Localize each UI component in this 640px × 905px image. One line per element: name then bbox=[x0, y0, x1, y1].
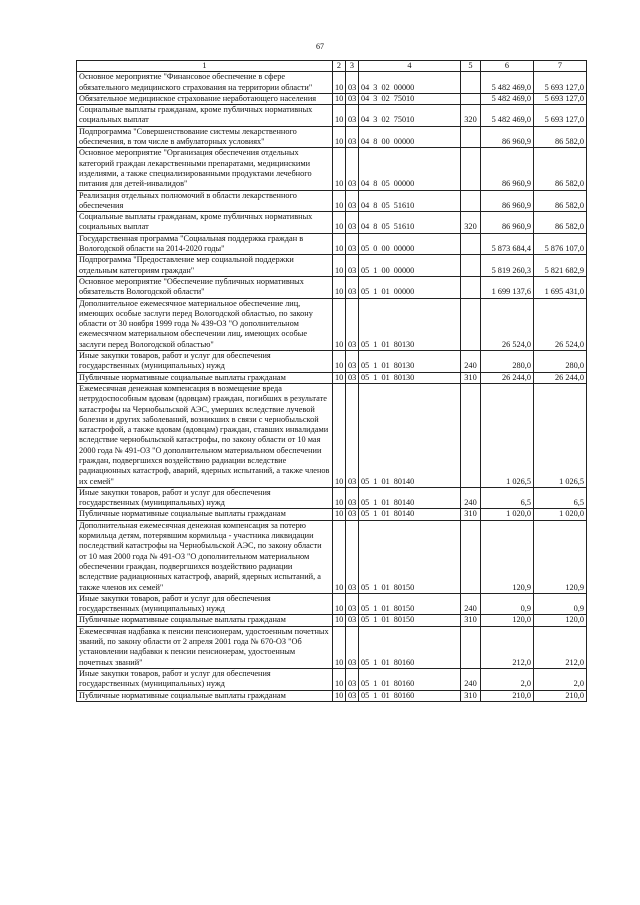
row-target-code: 05 1 01 80140 bbox=[359, 487, 461, 509]
row-subsection: 03 bbox=[346, 593, 359, 615]
row-section: 10 bbox=[333, 72, 346, 94]
row-name: Ежемесячная надбавка к пенсии пенсионерам, удостоенным почетных званий, по закону области от 2 апреля 2001 года № 670-ОЗ "Об установлении надбавки к пенсии пенсионерам, удостоенным почетных званий" bbox=[77, 626, 333, 668]
row-expense-type bbox=[461, 520, 481, 593]
row-target-code: 05 1 00 00000 bbox=[359, 255, 461, 277]
row-amount-year-1: 1 699 137,6 bbox=[481, 276, 534, 298]
table-row bbox=[77, 190, 587, 212]
row-target-code: 05 1 01 80140 bbox=[359, 383, 461, 487]
row-target-code: 04 3 02 75010 bbox=[359, 105, 461, 127]
table-row bbox=[77, 690, 587, 701]
row-amount-year-1: 5 482 469,0 bbox=[481, 93, 534, 104]
col-header-1: 1 bbox=[77, 61, 333, 72]
row-amount-year-1: 1 020,0 bbox=[481, 509, 534, 520]
col-header-4: 4 bbox=[359, 61, 461, 72]
row-expense-type bbox=[461, 383, 481, 487]
table-row bbox=[77, 520, 587, 593]
row-amount-year-2: 1 026,5 bbox=[534, 383, 587, 487]
row-subsection: 03 bbox=[346, 212, 359, 234]
row-amount-year-1: 86 960,9 bbox=[481, 212, 534, 234]
row-subsection: 03 bbox=[346, 105, 359, 127]
row-amount-year-2: 6,5 bbox=[534, 487, 587, 509]
row-subsection: 03 bbox=[346, 298, 359, 350]
row-subsection: 03 bbox=[346, 383, 359, 487]
row-section: 10 bbox=[333, 615, 346, 626]
row-subsection: 03 bbox=[346, 690, 359, 701]
row-expense-type: 310 bbox=[461, 372, 481, 383]
row-name: Иные закупки товаров, работ и услуг для обеспечения государственных (муниципальных) нужд bbox=[77, 487, 333, 509]
row-target-code: 05 1 01 80130 bbox=[359, 298, 461, 350]
table-row bbox=[77, 593, 587, 615]
table-row bbox=[77, 72, 587, 94]
row-subsection: 03 bbox=[346, 233, 359, 255]
row-amount-year-1: 26 524,0 bbox=[481, 298, 534, 350]
row-name: Дополнительное ежемесячное материальное обеспечение лиц, имеющих особые заслуги перед Вологодской областью, по закону области от 30 ноября 1999 года № 439-ОЗ "О дополнительном ежемесячном материальном обеспечении лиц, имеющих особые заслуги перед Вологодской областью" bbox=[77, 298, 333, 350]
row-name: Подпрограмма "Предоставление мер социальной поддержки отдельным категориям граждан" bbox=[77, 255, 333, 277]
row-amount-year-1: 280,0 bbox=[481, 351, 534, 373]
table-row bbox=[77, 276, 587, 298]
table-row bbox=[77, 351, 587, 373]
row-expense-type bbox=[461, 126, 481, 148]
row-name: Обязательное медицинское страхование неработающего населения bbox=[77, 93, 333, 104]
row-amount-year-2: 86 582,0 bbox=[534, 212, 587, 234]
row-section: 10 bbox=[333, 593, 346, 615]
row-name: Дополнительная ежемесячная денежная компенсация за потерю кормильца детям, потерявшим кормильца - участника ликвидации последствий катастрофы на Чернобыльской АЭС, по закону области от 10 мая 2000 года № 491-ОЗ "О дополнительном материальном обеспечении граждан, подвергшихся воздействию радиации вследствие радиационных катастроф, аварий, ядерных испытаний, а также членов их семей" bbox=[77, 520, 333, 593]
row-section: 10 bbox=[333, 690, 346, 701]
table-row bbox=[77, 668, 587, 690]
row-section: 10 bbox=[333, 212, 346, 234]
row-expense-type bbox=[461, 233, 481, 255]
row-target-code: 05 1 01 80140 bbox=[359, 509, 461, 520]
row-name: Публичные нормативные социальные выплаты гражданам bbox=[77, 690, 333, 701]
col-header-2: 2 bbox=[333, 61, 346, 72]
row-amount-year-1: 5 482 469,0 bbox=[481, 105, 534, 127]
row-subsection: 03 bbox=[346, 487, 359, 509]
row-amount-year-2: 2,0 bbox=[534, 668, 587, 690]
row-expense-type: 240 bbox=[461, 668, 481, 690]
row-section: 10 bbox=[333, 105, 346, 127]
row-amount-year-2: 5 876 107,0 bbox=[534, 233, 587, 255]
row-target-code: 04 8 05 51610 bbox=[359, 212, 461, 234]
row-subsection: 03 bbox=[346, 520, 359, 593]
row-name: Подпрограмма "Совершенствование системы лекарственного обеспечения, в том числе в амбулаторных условиях" bbox=[77, 126, 333, 148]
row-subsection: 03 bbox=[346, 72, 359, 94]
header-row bbox=[77, 61, 587, 72]
col-header-3: 3 bbox=[346, 61, 359, 72]
row-expense-type bbox=[461, 276, 481, 298]
row-section: 10 bbox=[333, 383, 346, 487]
page-number: 67 bbox=[316, 42, 324, 51]
row-expense-type: 310 bbox=[461, 690, 481, 701]
row-name: Реализация отдельных полномочий в области лекарственного обеспечения bbox=[77, 190, 333, 212]
row-expense-type: 320 bbox=[461, 105, 481, 127]
row-amount-year-2: 280,0 bbox=[534, 351, 587, 373]
row-name: Ежемесячная денежная компенсация в возмещение вреда нетрудоспособным вдовам (вдовцам) граждан, погибших в результате катастрофы на Чернобыльской АЭС, умерших вследствие лучевой болезни и других заболеваний, возникших в связи с чернобыльской катастрофой, а также вдовам (вдовцам) граждан, ставших инвалидами вследствие чернобыльской катастрофы, по закону области от 10 мая 2000 года № 491-ОЗ "О дополнительном материальном обеспечении граждан, подвергшихся воздействию радиации вследствие радиационных катастроф, аварий, ядерных испытаний, а также членов их семей" bbox=[77, 383, 333, 487]
row-subsection: 03 bbox=[346, 93, 359, 104]
table-row bbox=[77, 105, 587, 127]
row-amount-year-1: 86 960,9 bbox=[481, 148, 534, 190]
row-amount-year-2: 5 693 127,0 bbox=[534, 72, 587, 94]
table-row bbox=[77, 298, 587, 350]
row-target-code: 05 1 01 80160 bbox=[359, 690, 461, 701]
row-target-code: 04 3 02 75010 bbox=[359, 93, 461, 104]
row-expense-type bbox=[461, 148, 481, 190]
row-expense-type bbox=[461, 626, 481, 668]
row-name: Социальные выплаты гражданам, кроме публичных нормативных социальных выплат bbox=[77, 105, 333, 127]
col-header-7: 7 bbox=[534, 61, 587, 72]
row-amount-year-2: 0,9 bbox=[534, 593, 587, 615]
row-subsection: 03 bbox=[346, 190, 359, 212]
row-target-code: 05 1 01 80130 bbox=[359, 351, 461, 373]
row-amount-year-2: 5 821 682,9 bbox=[534, 255, 587, 277]
row-expense-type: 320 bbox=[461, 212, 481, 234]
row-amount-year-2: 86 582,0 bbox=[534, 148, 587, 190]
table-row bbox=[77, 126, 587, 148]
row-amount-year-2: 1 020,0 bbox=[534, 509, 587, 520]
table-row bbox=[77, 626, 587, 668]
col-header-5: 5 bbox=[461, 61, 481, 72]
table-row bbox=[77, 255, 587, 277]
row-amount-year-2: 212,0 bbox=[534, 626, 587, 668]
row-section: 10 bbox=[333, 126, 346, 148]
row-section: 10 bbox=[333, 233, 346, 255]
row-amount-year-2: 5 693 127,0 bbox=[534, 105, 587, 127]
row-target-code: 04 3 02 00000 bbox=[359, 72, 461, 94]
row-amount-year-1: 0,9 bbox=[481, 593, 534, 615]
row-name: Основное мероприятие "Обеспечение публичных нормативных обязательств Вологодской области" bbox=[77, 276, 333, 298]
row-name: Иные закупки товаров, работ и услуг для обеспечения государственных (муниципальных) нужд bbox=[77, 351, 333, 373]
row-amount-year-2: 5 693 127,0 bbox=[534, 93, 587, 104]
row-amount-year-1: 5 819 260,3 bbox=[481, 255, 534, 277]
row-section: 10 bbox=[333, 255, 346, 277]
row-expense-type bbox=[461, 298, 481, 350]
row-name: Государственная программа "Социальная поддержка граждан в Вологодской области на 2014-2020 годы" bbox=[77, 233, 333, 255]
row-target-code: 04 8 00 00000 bbox=[359, 126, 461, 148]
row-expense-type bbox=[461, 255, 481, 277]
row-subsection: 03 bbox=[346, 615, 359, 626]
row-expense-type: 240 bbox=[461, 351, 481, 373]
row-section: 10 bbox=[333, 372, 346, 383]
row-amount-year-2: 120,0 bbox=[534, 615, 587, 626]
row-section: 10 bbox=[333, 668, 346, 690]
row-amount-year-1: 5 873 684,4 bbox=[481, 233, 534, 255]
budget-table bbox=[76, 60, 587, 702]
row-target-code: 05 1 01 00000 bbox=[359, 276, 461, 298]
table-row bbox=[77, 383, 587, 487]
row-subsection: 03 bbox=[346, 126, 359, 148]
row-target-code: 05 1 01 80160 bbox=[359, 668, 461, 690]
row-subsection: 03 bbox=[346, 255, 359, 277]
row-expense-type: 240 bbox=[461, 487, 481, 509]
row-subsection: 03 bbox=[346, 351, 359, 373]
row-section: 10 bbox=[333, 276, 346, 298]
row-amount-year-1: 86 960,9 bbox=[481, 190, 534, 212]
row-section: 10 bbox=[333, 520, 346, 593]
row-expense-type: 240 bbox=[461, 593, 481, 615]
row-section: 10 bbox=[333, 298, 346, 350]
table-row bbox=[77, 487, 587, 509]
row-name: Публичные нормативные социальные выплаты гражданам bbox=[77, 372, 333, 383]
row-amount-year-2: 210,0 bbox=[534, 690, 587, 701]
table-row bbox=[77, 93, 587, 104]
row-amount-year-2: 1 695 431,0 bbox=[534, 276, 587, 298]
table-row bbox=[77, 212, 587, 234]
row-name: Основное мероприятие "Организация обеспечения отдельных категорий граждан лекарственными препаратами, медицинскими изделиями, а также специализированными продуктами лечебного питания для детей-инвалидов" bbox=[77, 148, 333, 190]
row-name: Публичные нормативные социальные выплаты гражданам bbox=[77, 509, 333, 520]
table-row bbox=[77, 509, 587, 520]
row-subsection: 03 bbox=[346, 626, 359, 668]
row-amount-year-1: 5 482 469,0 bbox=[481, 72, 534, 94]
row-name: Основное мероприятие "Финансовое обеспечение в сфере обязательного медицинского страхования на территории области" bbox=[77, 72, 333, 94]
row-subsection: 03 bbox=[346, 509, 359, 520]
row-target-code: 05 1 01 80130 bbox=[359, 372, 461, 383]
row-name: Публичные нормативные социальные выплаты гражданам bbox=[77, 615, 333, 626]
row-expense-type bbox=[461, 72, 481, 94]
row-section: 10 bbox=[333, 190, 346, 212]
row-amount-year-1: 86 960,9 bbox=[481, 126, 534, 148]
table-row bbox=[77, 233, 587, 255]
row-amount-year-2: 26 244,0 bbox=[534, 372, 587, 383]
row-subsection: 03 bbox=[346, 372, 359, 383]
row-amount-year-2: 86 582,0 bbox=[534, 126, 587, 148]
row-amount-year-1: 1 026,5 bbox=[481, 383, 534, 487]
row-expense-type bbox=[461, 190, 481, 212]
row-name: Социальные выплаты гражданам, кроме публичных нормативных социальных выплат bbox=[77, 212, 333, 234]
row-name: Иные закупки товаров, работ и услуг для обеспечения государственных (муниципальных) нужд bbox=[77, 593, 333, 615]
row-section: 10 bbox=[333, 93, 346, 104]
table-row bbox=[77, 372, 587, 383]
row-target-code: 04 8 05 00000 bbox=[359, 148, 461, 190]
row-section: 10 bbox=[333, 509, 346, 520]
row-amount-year-1: 26 244,0 bbox=[481, 372, 534, 383]
row-name: Иные закупки товаров, работ и услуг для обеспечения государственных (муниципальных) нужд bbox=[77, 668, 333, 690]
row-amount-year-2: 26 524,0 bbox=[534, 298, 587, 350]
col-header-6: 6 bbox=[481, 61, 534, 72]
row-subsection: 03 bbox=[346, 276, 359, 298]
row-subsection: 03 bbox=[346, 668, 359, 690]
row-section: 10 bbox=[333, 487, 346, 509]
row-section: 10 bbox=[333, 626, 346, 668]
row-amount-year-1: 212,0 bbox=[481, 626, 534, 668]
row-expense-type: 310 bbox=[461, 509, 481, 520]
row-expense-type: 310 bbox=[461, 615, 481, 626]
table-row bbox=[77, 148, 587, 190]
row-amount-year-1: 6,5 bbox=[481, 487, 534, 509]
row-target-code: 05 1 01 80160 bbox=[359, 626, 461, 668]
row-section: 10 bbox=[333, 148, 346, 190]
row-amount-year-1: 2,0 bbox=[481, 668, 534, 690]
row-target-code: 05 1 01 80150 bbox=[359, 520, 461, 593]
row-target-code: 04 8 05 51610 bbox=[359, 190, 461, 212]
table-row bbox=[77, 615, 587, 626]
row-amount-year-2: 120,9 bbox=[534, 520, 587, 593]
row-amount-year-1: 120,0 bbox=[481, 615, 534, 626]
row-target-code: 05 0 00 00000 bbox=[359, 233, 461, 255]
row-amount-year-2: 86 582,0 bbox=[534, 190, 587, 212]
row-amount-year-1: 120,9 bbox=[481, 520, 534, 593]
row-subsection: 03 bbox=[346, 148, 359, 190]
row-section: 10 bbox=[333, 351, 346, 373]
row-expense-type bbox=[461, 93, 481, 104]
row-target-code: 05 1 01 80150 bbox=[359, 615, 461, 626]
row-target-code: 05 1 01 80150 bbox=[359, 593, 461, 615]
row-amount-year-1: 210,0 bbox=[481, 690, 534, 701]
